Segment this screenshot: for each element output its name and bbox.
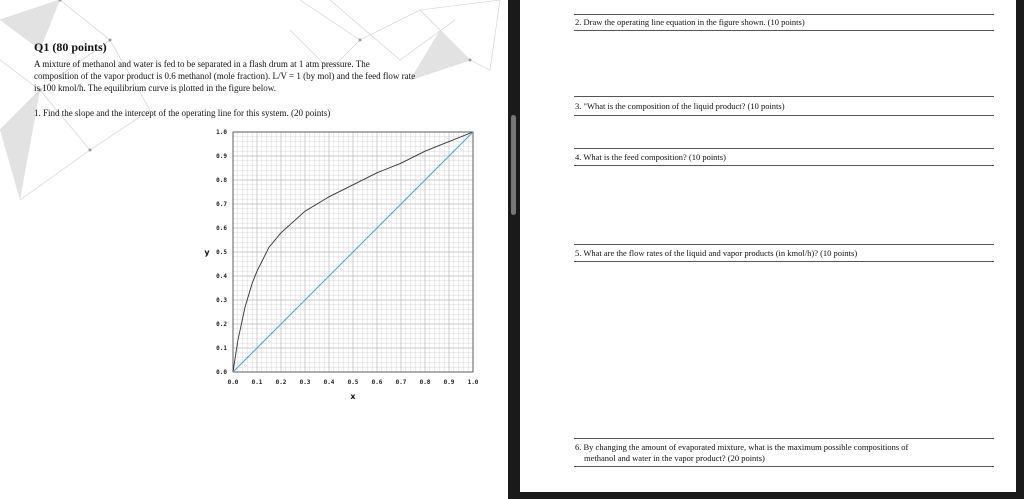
page-edge-right [1016,0,1024,499]
intro-line: A mixture of methanol and water is fed to be separated in a flash drum at 1 atm pressure. The [34,59,370,69]
scrollbar-thumb[interactable] [511,115,516,215]
y-tick-label: 0.0 [216,369,227,376]
x-tick-label: 1.0 [467,379,479,386]
equilibrium-chart [195,120,495,410]
y-tick-label: 0.9 [216,153,227,160]
x-tick-label: 0.0 [227,379,239,386]
y-tick-label: 1.0 [216,129,227,136]
intro-line: is 100 kmol/h. The equilibrium curve is plotted in the figure below. [34,83,276,93]
answer-line [574,148,994,149]
x-tick-label: 0.2 [275,379,287,386]
answer-line [574,466,994,467]
x-tick-label: 0.7 [395,379,407,386]
y-tick-label: 0.7 [216,201,227,208]
question-item-1: 1. Find the slope and the intercept of the operating line for this system. (20 points) [34,108,331,118]
question-page-left [0,0,510,499]
question-title: Q1 (80 points) [34,40,107,54]
y-tick-label: 0.4 [216,273,227,280]
question-4: 4. What is the feed composition? (10 points) [575,152,726,162]
x-tick-label: 0.8 [419,379,431,386]
answer-line [574,14,994,15]
x-tick-label: 0.9 [443,379,455,386]
y-tick-label: 0.6 [216,225,227,232]
x-tick-label: 0.6 [371,379,383,386]
question-6-line: 6. By changing the amount of evaporated mixture, what is the maximum possible compositions of [575,442,909,452]
x-tick-label: 0.4 [323,379,335,386]
y-tick-label: 0.2 [216,321,227,328]
y-tick-label: 0.3 [216,297,227,304]
y-tick-label: 0.8 [216,177,227,184]
question-6 [575,442,995,464]
x-tick-label: 0.1 [251,379,263,386]
question-page-right [520,0,1016,492]
page-gutter [508,0,520,499]
answer-line [574,261,994,262]
answer-line [574,30,994,31]
page-edge-bottom [520,492,1024,499]
answer-line [574,438,994,439]
y-axis-label: y [204,248,210,257]
x-axis-label: x [350,392,356,401]
question-3: 3. "What is the composition of the liquid product? (10 points) [575,101,785,111]
x-tick-label: 0.3 [299,379,311,386]
answer-line [574,165,994,166]
question-5: 5. What are the flow rates of the liquid and vapor products (in kmol/h)? (10 points) [575,248,858,258]
x-tick-label: 0.5 [347,379,359,386]
y-tick-label: 0.1 [216,345,227,352]
question-6-line: methanol and water in the vapor product? (20 points) [584,453,765,463]
question-2: 2. Draw the operating line equation in the figure shown. (10 points) [575,17,805,27]
answer-line [574,96,994,97]
question-intro [34,58,474,94]
answer-line [574,115,994,116]
answer-line [574,244,994,245]
intro-line: composition of the vapor product is 0.6 methanol (mole fraction). L/V = 1 (by mol) and the feed flow rate [34,71,416,81]
y-tick-label: 0.5 [216,249,227,256]
